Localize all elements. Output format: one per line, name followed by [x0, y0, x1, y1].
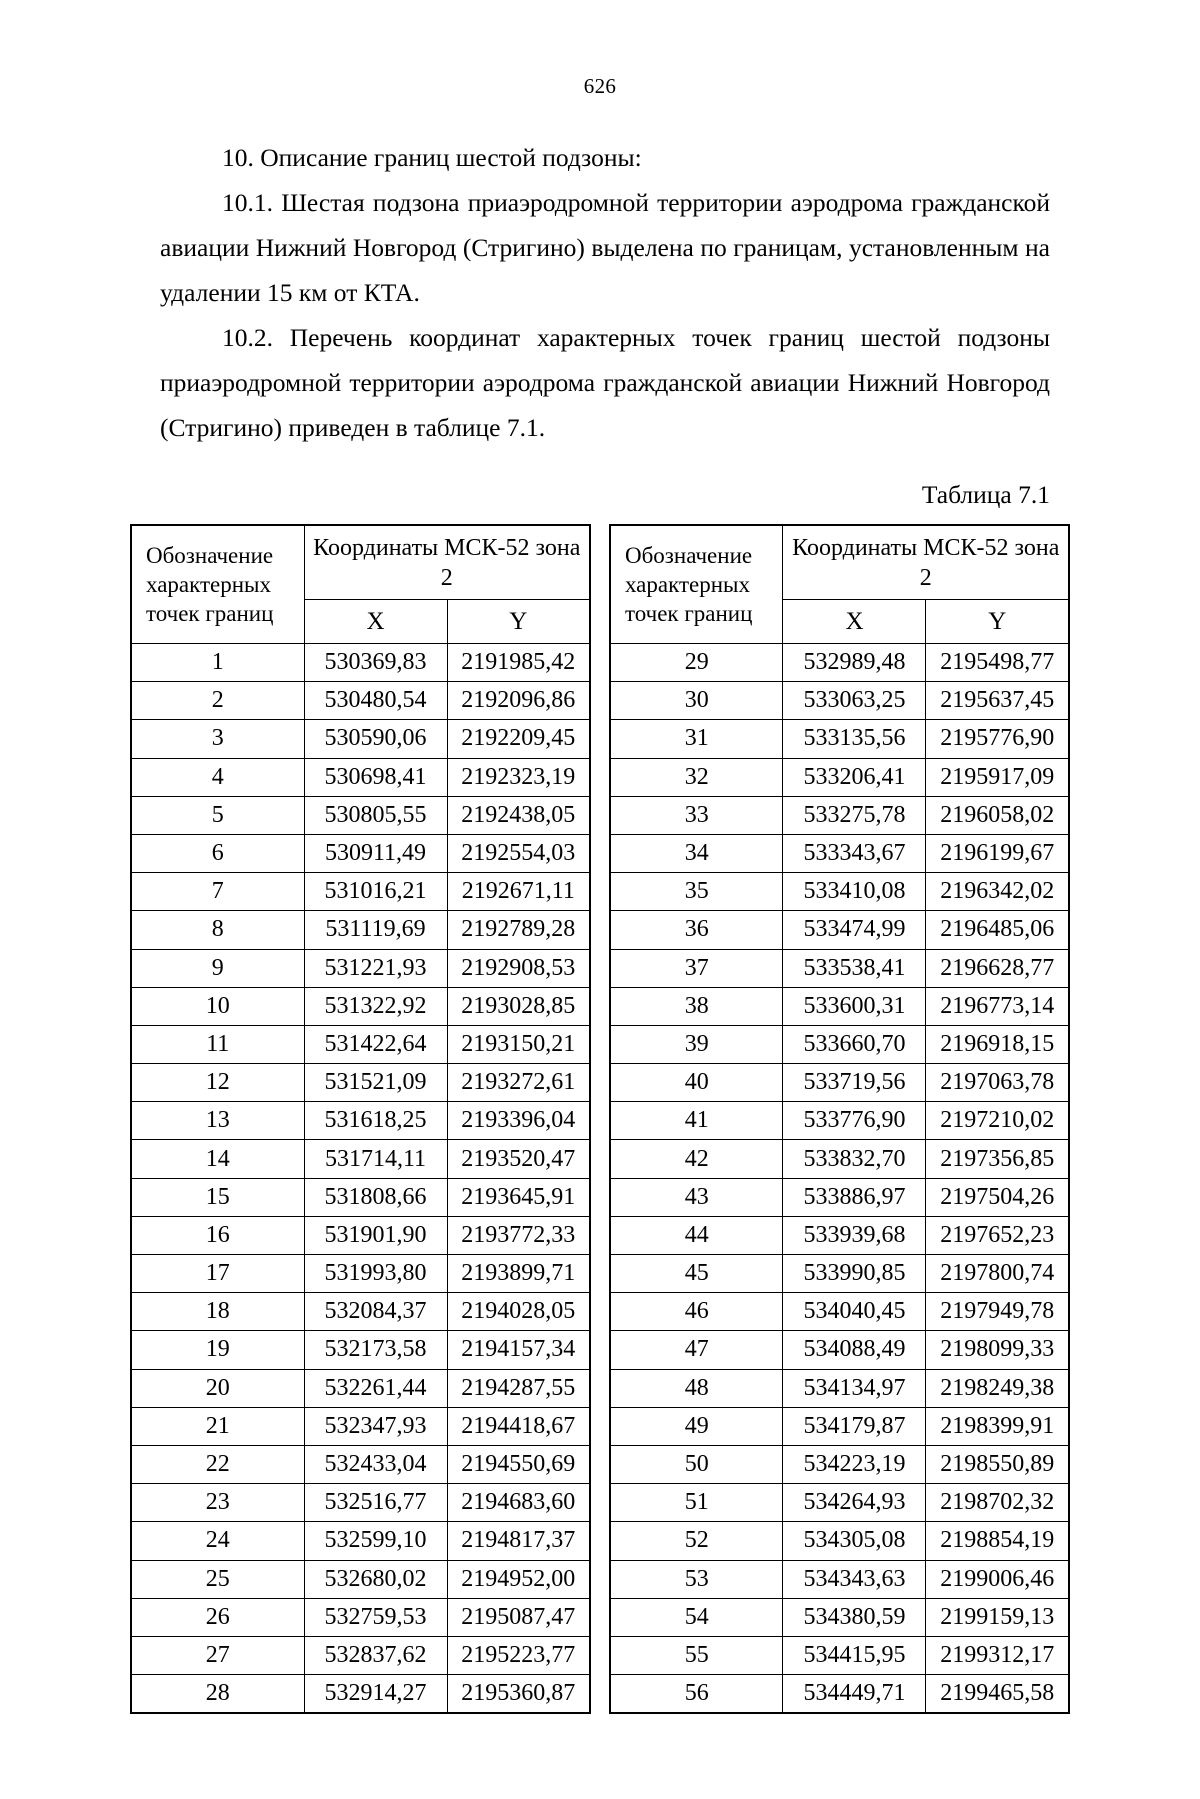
table-row: [610, 987, 1069, 1025]
cell-x: 533776,90: [783, 1102, 926, 1140]
table-row: [131, 720, 590, 758]
cell-x: 530698,41: [304, 758, 447, 796]
cell-y: 2198550,89: [926, 1445, 1069, 1483]
cell-point-id: 5: [131, 796, 304, 834]
cell-x: 532759,53: [304, 1598, 447, 1636]
cell-x: 534134,97: [783, 1369, 926, 1407]
cell-point-id: 34: [610, 834, 783, 872]
cell-x: 531422,64: [304, 1025, 447, 1063]
cell-point-id: 52: [610, 1522, 783, 1560]
header-y: Y: [447, 600, 590, 644]
cell-y: 2196628,77: [926, 949, 1069, 987]
table-header-row-top: [610, 525, 1069, 600]
cell-y: 2198399,91: [926, 1407, 1069, 1445]
cell-x: 530480,54: [304, 682, 447, 720]
cell-y: 2197652,23: [926, 1216, 1069, 1254]
cell-x: 532347,93: [304, 1407, 447, 1445]
table-row: [131, 1140, 590, 1178]
cell-point-id: 20: [131, 1369, 304, 1407]
cell-x: 533660,70: [783, 1025, 926, 1063]
cell-y: 2193645,91: [447, 1178, 590, 1216]
table-row: [131, 1407, 590, 1445]
table-row: [610, 758, 1069, 796]
cell-point-id: 14: [131, 1140, 304, 1178]
cell-x: 532680,02: [304, 1560, 447, 1598]
cell-point-id: 29: [610, 644, 783, 682]
cell-point-id: 21: [131, 1407, 304, 1445]
table-row: [131, 834, 590, 872]
cell-x: 533474,99: [783, 911, 926, 949]
header-y: Y: [926, 600, 1069, 644]
table-row: [131, 911, 590, 949]
cell-point-id: 6: [131, 834, 304, 872]
table-row: [610, 1178, 1069, 1216]
cell-x: 532261,44: [304, 1369, 447, 1407]
table-row: [610, 1025, 1069, 1063]
cell-x: 533886,97: [783, 1178, 926, 1216]
cell-point-id: 51: [610, 1484, 783, 1522]
table-row: [610, 911, 1069, 949]
table-row: [131, 1560, 590, 1598]
cell-y: 2194550,69: [447, 1445, 590, 1483]
cell-y: 2194683,60: [447, 1484, 590, 1522]
table-row: [610, 1140, 1069, 1178]
cell-y: 2199159,13: [926, 1598, 1069, 1636]
cell-x: 532084,37: [304, 1293, 447, 1331]
cell-point-id: 49: [610, 1407, 783, 1445]
cell-y: 2199465,58: [926, 1675, 1069, 1714]
cell-x: 534040,45: [783, 1293, 926, 1331]
cell-y: 2198099,33: [926, 1331, 1069, 1369]
paragraph-10: 10. Описание границ шестой подзоны:: [222, 143, 642, 172]
cell-point-id: 35: [610, 873, 783, 911]
table-row: [610, 1445, 1069, 1483]
cell-y: 2193520,47: [447, 1140, 590, 1178]
cell-point-id: 55: [610, 1636, 783, 1674]
coordinate-tables: [130, 524, 1070, 1714]
cell-y: 2197063,78: [926, 1064, 1069, 1102]
cell-x: 533063,25: [783, 682, 926, 720]
table-row: [131, 1064, 590, 1102]
cell-y: 2194287,55: [447, 1369, 590, 1407]
table-row: [610, 1255, 1069, 1293]
cell-x: 533135,56: [783, 720, 926, 758]
cell-x: 532173,58: [304, 1331, 447, 1369]
cell-x: 534343,63: [783, 1560, 926, 1598]
cell-x: 533538,41: [783, 949, 926, 987]
table-row: [131, 1178, 590, 1216]
cell-x: 534179,87: [783, 1407, 926, 1445]
cell-y: 2192438,05: [447, 796, 590, 834]
header-x: X: [304, 600, 447, 644]
table-row: [131, 1598, 590, 1636]
cell-x: 530911,49: [304, 834, 447, 872]
cell-x: 533410,08: [783, 873, 926, 911]
table-row: [610, 1636, 1069, 1674]
cell-y: 2197800,74: [926, 1255, 1069, 1293]
cell-point-id: 40: [610, 1064, 783, 1102]
cell-x: 534223,19: [783, 1445, 926, 1483]
cell-x: 534449,71: [783, 1675, 926, 1714]
cell-x: 531322,92: [304, 987, 447, 1025]
table-row: [131, 796, 590, 834]
cell-y: 2195498,77: [926, 644, 1069, 682]
table-row: [131, 987, 590, 1025]
cell-x: 533990,85: [783, 1255, 926, 1293]
table-row: [610, 1369, 1069, 1407]
cell-point-id: 31: [610, 720, 783, 758]
cell-y: 2196058,02: [926, 796, 1069, 834]
table-body-right: [610, 644, 1069, 1714]
cell-point-id: 32: [610, 758, 783, 796]
cell-x: 534088,49: [783, 1331, 926, 1369]
cell-point-id: 24: [131, 1522, 304, 1560]
cell-point-id: 22: [131, 1445, 304, 1483]
cell-x: 534380,59: [783, 1598, 926, 1636]
cell-y: 2195087,47: [447, 1598, 590, 1636]
table-row: [131, 1675, 590, 1714]
table-row: [610, 1102, 1069, 1140]
cell-x: 531618,25: [304, 1102, 447, 1140]
cell-point-id: 45: [610, 1255, 783, 1293]
cell-x: 534264,93: [783, 1484, 926, 1522]
cell-point-id: 16: [131, 1216, 304, 1254]
cell-y: 2195917,09: [926, 758, 1069, 796]
cell-y: 2192323,19: [447, 758, 590, 796]
table-row: [610, 720, 1069, 758]
cell-point-id: 43: [610, 1178, 783, 1216]
cell-point-id: 41: [610, 1102, 783, 1140]
cell-point-id: 30: [610, 682, 783, 720]
cell-point-id: 39: [610, 1025, 783, 1063]
cell-x: 532914,27: [304, 1675, 447, 1714]
table-row: [131, 1636, 590, 1674]
cell-point-id: 54: [610, 1598, 783, 1636]
cell-x: 532599,10: [304, 1522, 447, 1560]
cell-y: 2194157,34: [447, 1331, 590, 1369]
paragraph-10-1: 10.1. Шестая подзона приаэродромной территории аэродрома гражданской авиации Нижний Новгород (Стригино) выделена по границам, установленным на удалении 15 км от КТА.: [160, 188, 1050, 307]
cell-y: 2192908,53: [447, 949, 590, 987]
table-row: [131, 1255, 590, 1293]
table-row: [610, 949, 1069, 987]
cell-y: 2193028,85: [447, 987, 590, 1025]
header-x: X: [783, 600, 926, 644]
header-coordinates: Координаты МСК-52 зона 2: [304, 525, 590, 600]
cell-x: 530805,55: [304, 796, 447, 834]
cell-y: 2197949,78: [926, 1293, 1069, 1331]
cell-point-id: 23: [131, 1484, 304, 1522]
table-row: [131, 1293, 590, 1331]
table-body-left: [131, 644, 590, 1714]
cell-y: 2191985,42: [447, 644, 590, 682]
cell-point-id: 3: [131, 720, 304, 758]
cell-x: 531714,11: [304, 1140, 447, 1178]
table-row: [131, 644, 590, 682]
table-row: [610, 1407, 1069, 1445]
cell-point-id: 33: [610, 796, 783, 834]
cell-y: 2196485,06: [926, 911, 1069, 949]
cell-x: 531016,21: [304, 873, 447, 911]
cell-x: 532433,04: [304, 1445, 447, 1483]
table-row: [131, 1102, 590, 1140]
cell-y: 2198854,19: [926, 1522, 1069, 1560]
cell-point-id: 18: [131, 1293, 304, 1331]
cell-point-id: 15: [131, 1178, 304, 1216]
table-row: [610, 796, 1069, 834]
cell-x: 534305,08: [783, 1522, 926, 1560]
cell-y: 2192671,11: [447, 873, 590, 911]
cell-x: 531521,09: [304, 1064, 447, 1102]
cell-y: 2199006,46: [926, 1560, 1069, 1598]
table-row: [610, 1331, 1069, 1369]
coordinates-table-right: [609, 524, 1070, 1714]
cell-point-id: 8: [131, 911, 304, 949]
cell-y: 2194418,67: [447, 1407, 590, 1445]
cell-x: 533275,78: [783, 796, 926, 834]
cell-x: 533832,70: [783, 1140, 926, 1178]
coordinates-table-left: [130, 524, 591, 1714]
table-row: [131, 1025, 590, 1063]
table-row: [610, 1216, 1069, 1254]
cell-point-id: 47: [610, 1331, 783, 1369]
cell-y: 2192554,03: [447, 834, 590, 872]
cell-y: 2196773,14: [926, 987, 1069, 1025]
body-text: [145, 135, 1055, 450]
paragraph-10-2: 10.2. Перечень координат характерных точек границ шестой подзоны приаэродромной территории аэродрома гражданской авиации Нижний Новгород (Стригино) приведен в таблице 7.1.: [160, 323, 1050, 442]
cell-x: 531221,93: [304, 949, 447, 987]
table-row: [131, 1216, 590, 1254]
cell-x: 531993,80: [304, 1255, 447, 1293]
cell-point-id: 19: [131, 1331, 304, 1369]
header-coordinates: Координаты МСК-52 зона 2: [783, 525, 1069, 600]
table-header-row-top: [131, 525, 590, 600]
cell-y: 2194028,05: [447, 1293, 590, 1331]
cell-x: 533343,67: [783, 834, 926, 872]
cell-y: 2195223,77: [447, 1636, 590, 1674]
header-designation: Обозначение характерных точек границ: [131, 525, 304, 644]
cell-point-id: 2: [131, 682, 304, 720]
cell-x: 530369,83: [304, 644, 447, 682]
cell-point-id: 46: [610, 1293, 783, 1331]
cell-y: 2197210,02: [926, 1102, 1069, 1140]
cell-point-id: 56: [610, 1675, 783, 1714]
cell-point-id: 17: [131, 1255, 304, 1293]
cell-point-id: 10: [131, 987, 304, 1025]
cell-point-id: 27: [131, 1636, 304, 1674]
cell-y: 2194952,00: [447, 1560, 590, 1598]
cell-point-id: 50: [610, 1445, 783, 1483]
cell-point-id: 42: [610, 1140, 783, 1178]
cell-y: 2193272,61: [447, 1064, 590, 1102]
cell-x: 531119,69: [304, 911, 447, 949]
table-row: [610, 1675, 1069, 1714]
cell-point-id: 37: [610, 949, 783, 987]
table-row: [131, 1484, 590, 1522]
cell-point-id: 38: [610, 987, 783, 1025]
cell-x: 533600,31: [783, 987, 926, 1025]
cell-x: 530590,06: [304, 720, 447, 758]
cell-point-id: 11: [131, 1025, 304, 1063]
cell-point-id: 7: [131, 873, 304, 911]
document-page: [0, 74, 1200, 1799]
table-row: [610, 873, 1069, 911]
table-row: [610, 1598, 1069, 1636]
cell-y: 2193899,71: [447, 1255, 590, 1293]
table-row: [610, 834, 1069, 872]
cell-y: 2193150,21: [447, 1025, 590, 1063]
table-row: [610, 1560, 1069, 1598]
cell-x: 531808,66: [304, 1178, 447, 1216]
cell-point-id: 53: [610, 1560, 783, 1598]
table-caption: Таблица 7.1: [921, 480, 1050, 509]
cell-point-id: 48: [610, 1369, 783, 1407]
header-designation: Обозначение характерных точек границ: [610, 525, 783, 644]
cell-point-id: 9: [131, 949, 304, 987]
cell-point-id: 44: [610, 1216, 783, 1254]
cell-point-id: 4: [131, 758, 304, 796]
table-row: [131, 1369, 590, 1407]
cell-point-id: 13: [131, 1102, 304, 1140]
cell-x: 532516,77: [304, 1484, 447, 1522]
cell-y: 2195637,45: [926, 682, 1069, 720]
cell-x: 533206,41: [783, 758, 926, 796]
cell-y: 2196918,15: [926, 1025, 1069, 1063]
table-row: [131, 682, 590, 720]
table-row: [131, 1445, 590, 1483]
cell-y: 2192789,28: [447, 911, 590, 949]
table-row: [610, 1522, 1069, 1560]
cell-x: 533939,68: [783, 1216, 926, 1254]
cell-x: 534415,95: [783, 1636, 926, 1674]
table-row: [131, 1331, 590, 1369]
cell-x: 532837,62: [304, 1636, 447, 1674]
cell-x: 531901,90: [304, 1216, 447, 1254]
page-number: 626: [583, 74, 617, 98]
cell-y: 2196199,67: [926, 834, 1069, 872]
cell-y: 2198249,38: [926, 1369, 1069, 1407]
table-row: [131, 758, 590, 796]
cell-x: 533719,56: [783, 1064, 926, 1102]
table-row: [131, 873, 590, 911]
cell-x: 532989,48: [783, 644, 926, 682]
cell-y: 2195776,90: [926, 720, 1069, 758]
cell-y: 2197356,85: [926, 1140, 1069, 1178]
cell-y: 2196342,02: [926, 873, 1069, 911]
cell-y: 2194817,37: [447, 1522, 590, 1560]
cell-point-id: 26: [131, 1598, 304, 1636]
cell-y: 2193396,04: [447, 1102, 590, 1140]
table-row: [610, 1484, 1069, 1522]
cell-point-id: 36: [610, 911, 783, 949]
cell-y: 2193772,33: [447, 1216, 590, 1254]
table-row: [131, 949, 590, 987]
cell-y: 2199312,17: [926, 1636, 1069, 1674]
cell-point-id: 28: [131, 1675, 304, 1714]
cell-point-id: 25: [131, 1560, 304, 1598]
table-row: [610, 1064, 1069, 1102]
cell-y: 2197504,26: [926, 1178, 1069, 1216]
table-row: [610, 644, 1069, 682]
table-row: [610, 1293, 1069, 1331]
table-row: [610, 682, 1069, 720]
cell-point-id: 12: [131, 1064, 304, 1102]
table-row: [131, 1522, 590, 1560]
cell-y: 2192209,45: [447, 720, 590, 758]
cell-y: 2192096,86: [447, 682, 590, 720]
cell-point-id: 1: [131, 644, 304, 682]
cell-y: 2195360,87: [447, 1675, 590, 1714]
cell-y: 2198702,32: [926, 1484, 1069, 1522]
